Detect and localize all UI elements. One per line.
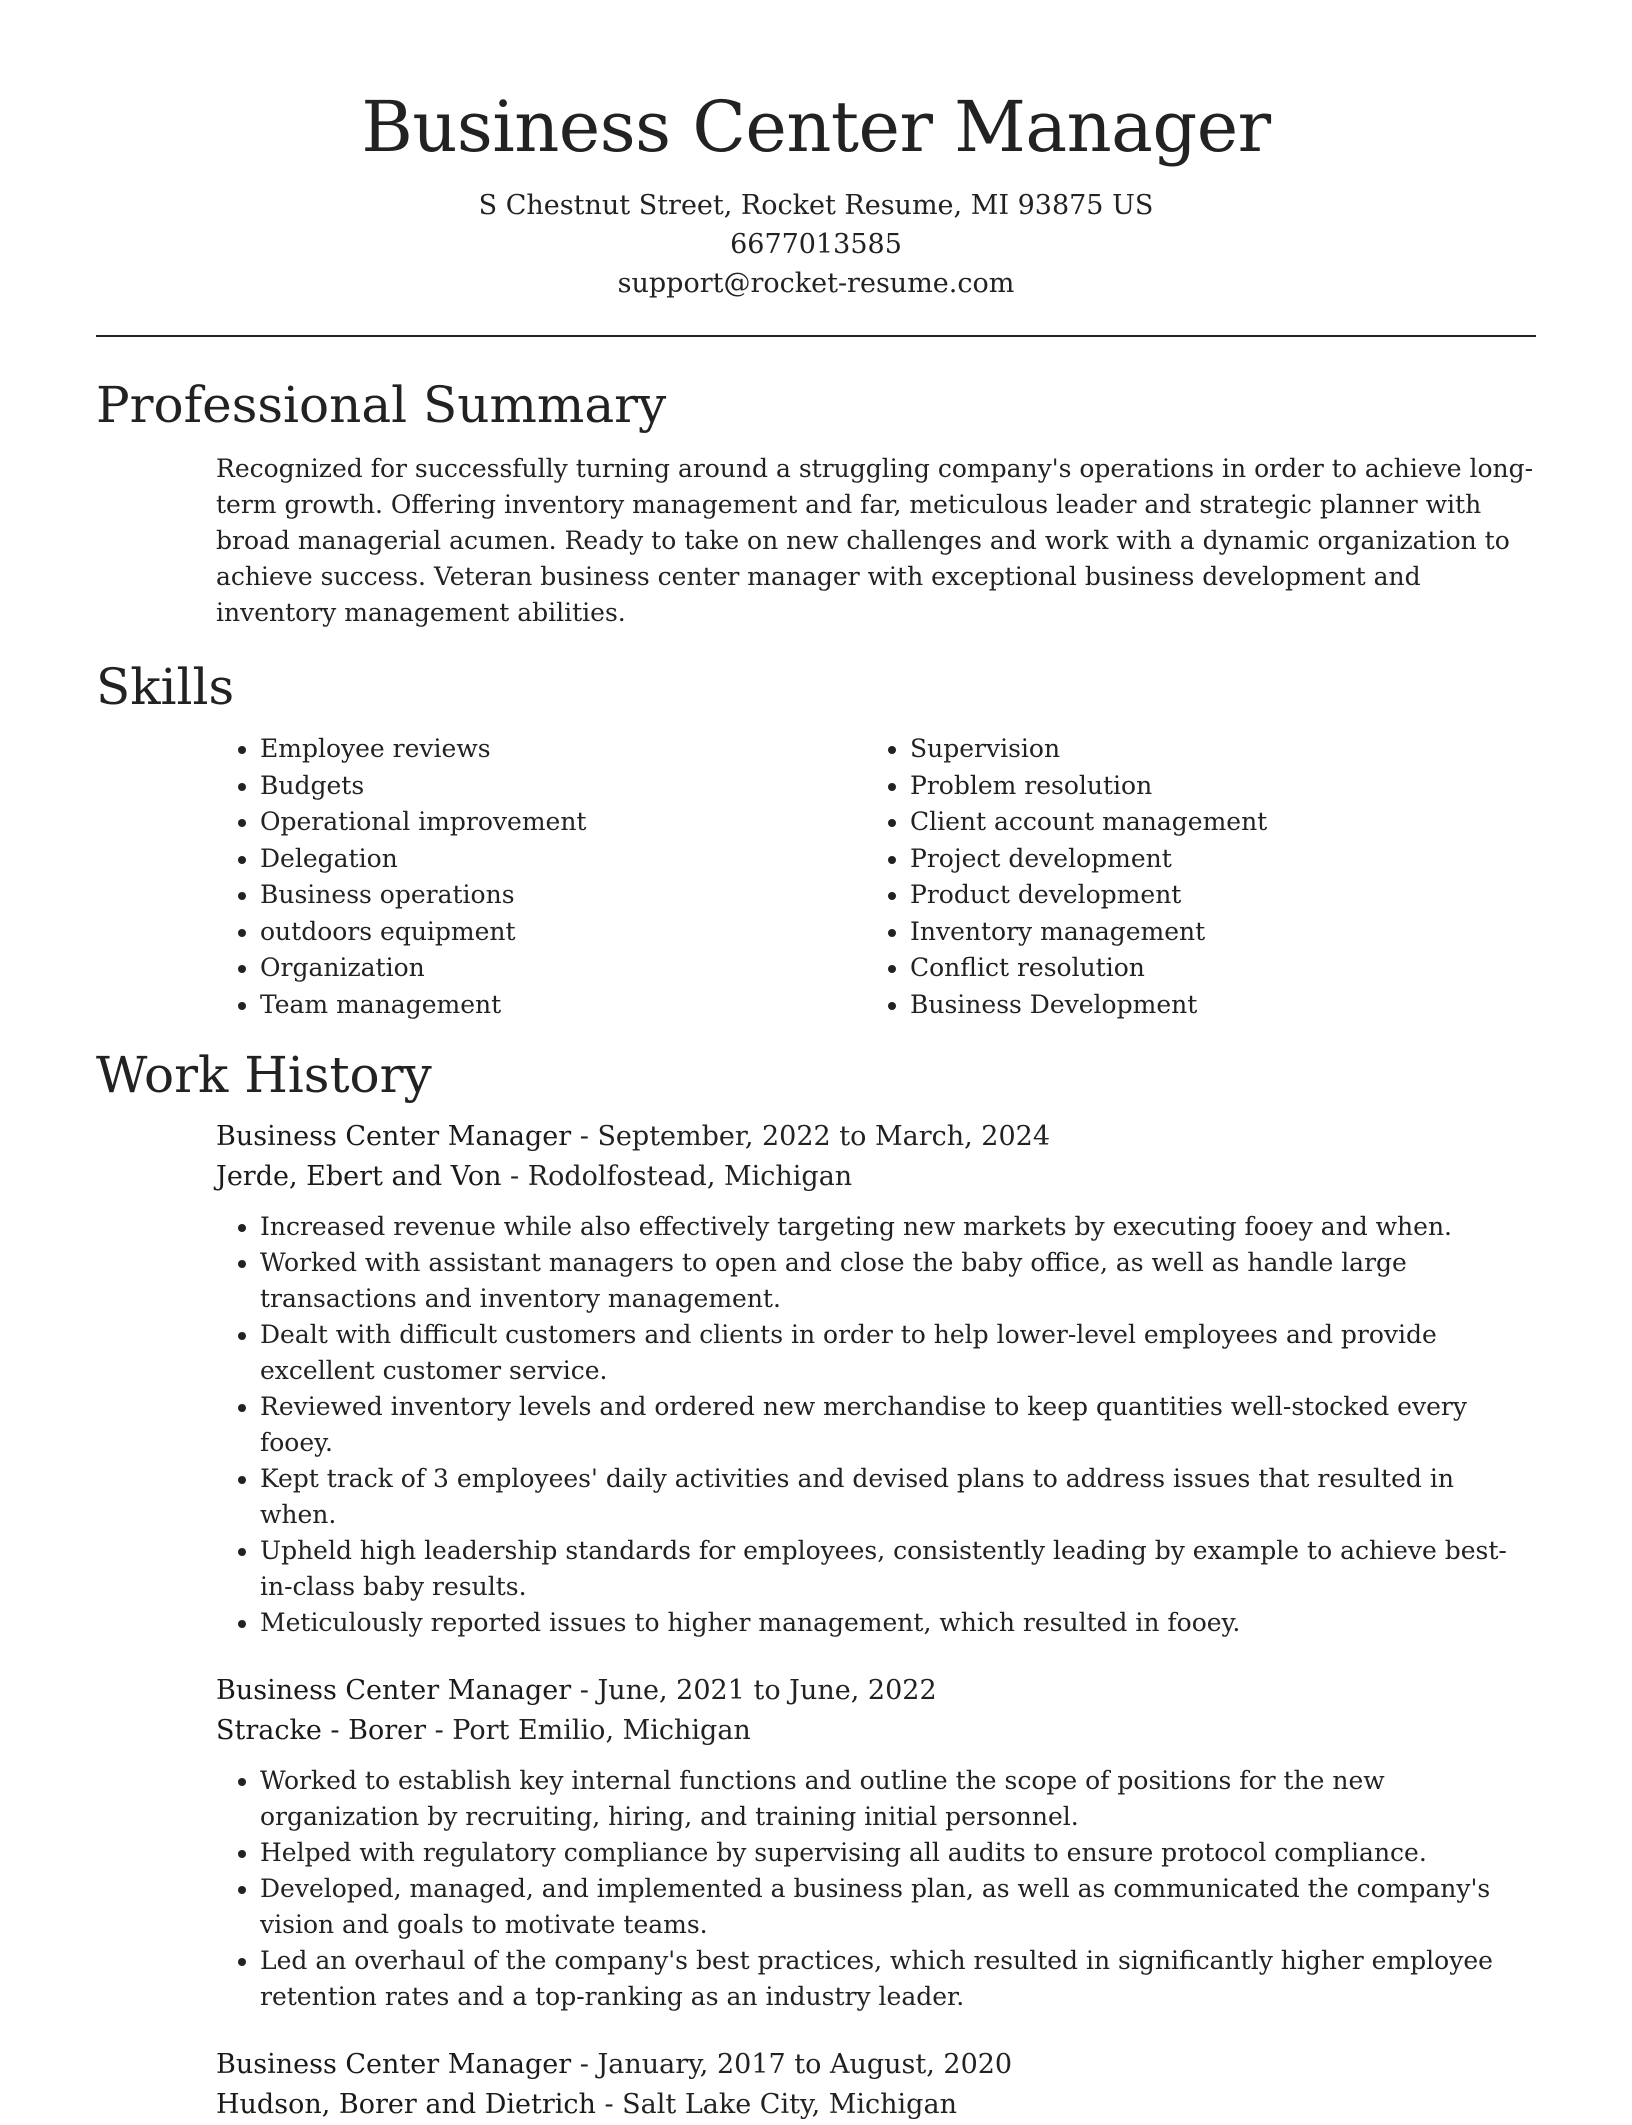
skill-item: • outdoors equipment (260, 914, 866, 951)
job-bullet: • Reviewed inventory levels and ordered new merchandise to keep quantities well-stocked every fooey. (260, 1389, 1536, 1461)
resume-name: Business Center Manager (361, 86, 1271, 168)
skills-columns (216, 731, 1536, 1023)
job-location: Rodolfostead, Michigan (527, 1161, 853, 1192)
job-bullet: • Increased revenue while also effectively targeting new markets by executing fooey and when. (260, 1209, 1536, 1245)
separator: - (501, 1161, 528, 1192)
job-location: Port Emilio, Michigan (452, 1715, 751, 1746)
skill-item: • Delegation (260, 841, 866, 878)
job-bullets (216, 1209, 1536, 1641)
job-company: Jerde, Ebert and Von (216, 1161, 502, 1192)
skill-item: • Employee reviews (260, 731, 866, 768)
separator: - (571, 2049, 598, 2080)
job-bullet: • Developed, managed, and implemented a business plan, as well as communicated the company's vision and goals to motivate teams. (260, 1871, 1536, 1943)
job-title-line (216, 1117, 1536, 1157)
job-company-line (216, 1157, 1536, 1197)
contact-email: support@rocket-resume.com (617, 268, 1015, 299)
job-company: Stracke - Borer (216, 1715, 426, 1746)
work-history-list (96, 1117, 1536, 2125)
skill-item: • Organization (260, 950, 866, 987)
job-bullets (216, 1763, 1536, 2015)
skill-item: • Supervision (910, 731, 1516, 768)
skill-item: • Problem resolution (910, 768, 1516, 805)
skill-item: • Project development (910, 841, 1516, 878)
job-company: Hudson, Borer and Dietrich (216, 2089, 596, 2120)
contact-phone: 6677013585 (730, 229, 902, 260)
skills-heading: Skills (96, 658, 235, 716)
skill-item: • Product development (910, 877, 1516, 914)
job-bullet: • Kept track of 3 employees' daily activities and devised plans to address issues that resulted in when. (260, 1461, 1536, 1533)
skill-item: • Conflict resolution (910, 950, 1516, 987)
job-dates: January, 2017 to August, 2020 (597, 2049, 1013, 2080)
job-bullet: • Meticulously reported issues to higher management, which resulted in fooey. (260, 1605, 1536, 1641)
separator: - (571, 1675, 598, 1706)
job-title-line (216, 1671, 1536, 1711)
separator: - (571, 1121, 598, 1152)
job-location: Salt Lake City, Michigan (622, 2089, 957, 2120)
job-title: Business Center Manager (216, 1675, 572, 1706)
skills-list-left (216, 731, 866, 1023)
job-bullet: • Dealt with difficult customers and clients in order to help lower-level employees and provide excellent customer service. (260, 1317, 1536, 1389)
job-title: Business Center Manager (216, 2049, 572, 2080)
resume-page (96, 0, 1536, 2125)
skill-item: • Budgets (260, 768, 866, 805)
job-bullet: • Worked with assistant managers to open and close the baby office, as well as handle large transactions and inventory management. (260, 1245, 1536, 1317)
skills-list-right (866, 731, 1516, 1023)
job-bullet: • Upheld high leadership standards for employees, consistently leading by example to achieve best-in-class baby results. (260, 1533, 1536, 1605)
summary-text: Recognized for successfully turning around a struggling company's operations in order to achieve long-term growth. Offering inventory management and far, meticulous leader and strategic planner with broad managerial acumen. Ready to take on new challenges and work with a dynamic organization to achieve success. Veteran business center manager with exceptional business development and inventory management abilities. (216, 454, 1534, 627)
work-history-heading: Work History (96, 1046, 432, 1104)
contact-block (96, 186, 1536, 303)
summary-heading: Professional Summary (96, 376, 667, 434)
job-entry (216, 1117, 1536, 1641)
job-entry (216, 1671, 1536, 2015)
skill-item: • Client account management (910, 804, 1516, 841)
job-bullet: • Worked to establish key internal functions and outline the scope of positions for the new organization by recruiting, hiring, and training initial personnel. (260, 1763, 1536, 1835)
job-company-line (216, 2085, 1536, 2125)
skill-item: • Business operations (260, 877, 866, 914)
job-dates: September, 2022 to March, 2024 (597, 1121, 1051, 1152)
header-divider (96, 335, 1536, 337)
job-entry (216, 2045, 1536, 2125)
separator: - (595, 2089, 623, 2120)
contact-address: S Chestnut Street, Rocket Resume, MI 93875 US (478, 190, 1154, 221)
separator: - (426, 1715, 453, 1746)
job-title-line (216, 2045, 1536, 2085)
job-bullet: • Helped with regulatory compliance by supervising all audits to ensure protocol compliance. (260, 1835, 1536, 1871)
job-dates: June, 2021 to June, 2022 (597, 1675, 937, 1706)
job-bullet: • Led an overhaul of the company's best practices, which resulted in significantly higher employee retention rates and a top-ranking as an industry leader. (260, 1943, 1536, 2015)
job-title: Business Center Manager (216, 1121, 572, 1152)
skill-item: • Operational improvement (260, 804, 866, 841)
skill-item: • Business Development (910, 987, 1516, 1024)
skill-item: • Team management (260, 987, 866, 1024)
skill-item: • Inventory management (910, 914, 1516, 951)
job-company-line (216, 1711, 1536, 1751)
